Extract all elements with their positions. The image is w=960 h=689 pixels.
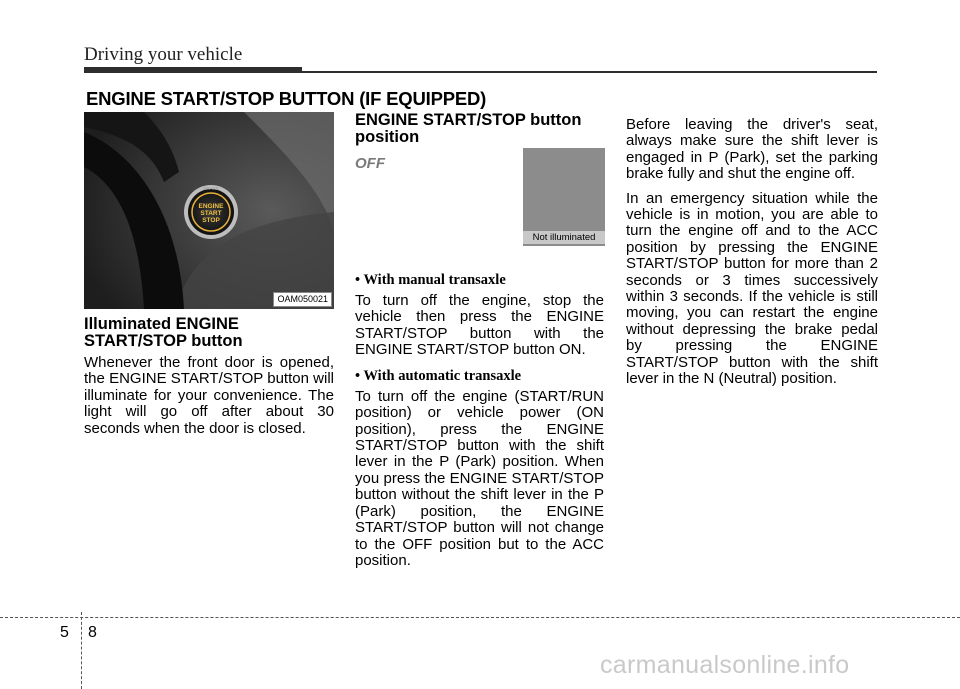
button-label-start: START: [200, 210, 222, 217]
column-1: [84, 112, 334, 445]
chapter-number: 5: [60, 624, 69, 641]
manual-bullet: • With manual transaxle: [355, 272, 506, 289]
button-label-engine: ENGINE: [198, 203, 224, 210]
running-header: Driving your vehicle: [84, 44, 243, 65]
column-3: [626, 117, 878, 396]
image-code: OAM050021: [273, 292, 332, 307]
page-number: 8: [88, 624, 97, 641]
engine-button-photo: [84, 112, 334, 309]
button-label-stop: STOP: [202, 217, 220, 224]
before-leaving-text: Before leaving the driver's seat, always make sure the shift lever is engaged in P (Park), set the parking brake fully and shut the engine off.: [626, 116, 878, 183]
watermark: carmanualsonline.info: [600, 651, 850, 679]
illuminated-heading: Illuminated ENGINE START/STOP button: [84, 315, 243, 350]
auto-text: To turn off the engine (START/RUN position) or vehicle power (ON position), press the ENGINE START/STOP button with the shift lever in the P (Park) position. When you press the ENGINE START/STOP button without the shift lever in the P (Park) position, the ENGINE START/STOP button will not change to the OFF position but to the ACC position.: [355, 387, 604, 569]
manual-text: To turn off the engine, stop the vehicle then press the ENGINE START/STOP button with the ENGINE START/STOP button ON.: [355, 291, 604, 359]
illuminated-text: Whenever the front door is opened, the ENGINE START/STOP button will illuminate for your convenience. The light will go off after about 30 seconds when the door is closed.: [84, 354, 334, 437]
off-label: OFF: [355, 155, 385, 172]
svg-text:BRAKE: BRAKE: [203, 186, 219, 191]
footer-divider: [81, 612, 82, 689]
emergency-text: In an emergency situation while the vehicle is in motion, you are able to turn the engine off and to the ACC position by pressing the ENGINE START/STOP button for more than 2 seconds or 3 times successively within 3 seconds. If the vehicle is still moving, you can restart the engine without depressing the brake pedal by pressing the ENGINE START/STOP button with the shift lever in the N (Neutral) position.: [626, 189, 878, 388]
indicator-caption: Not illuminated: [523, 231, 605, 244]
auto-bullet: • With automatic transaxle: [355, 368, 522, 385]
header-rule: [84, 71, 877, 73]
footer-rule: [0, 617, 960, 618]
section-title: ENGINE START/STOP BUTTON (IF EQUIPPED): [86, 88, 487, 109]
button-position-heading: ENGINE START/STOP button position: [355, 111, 582, 146]
